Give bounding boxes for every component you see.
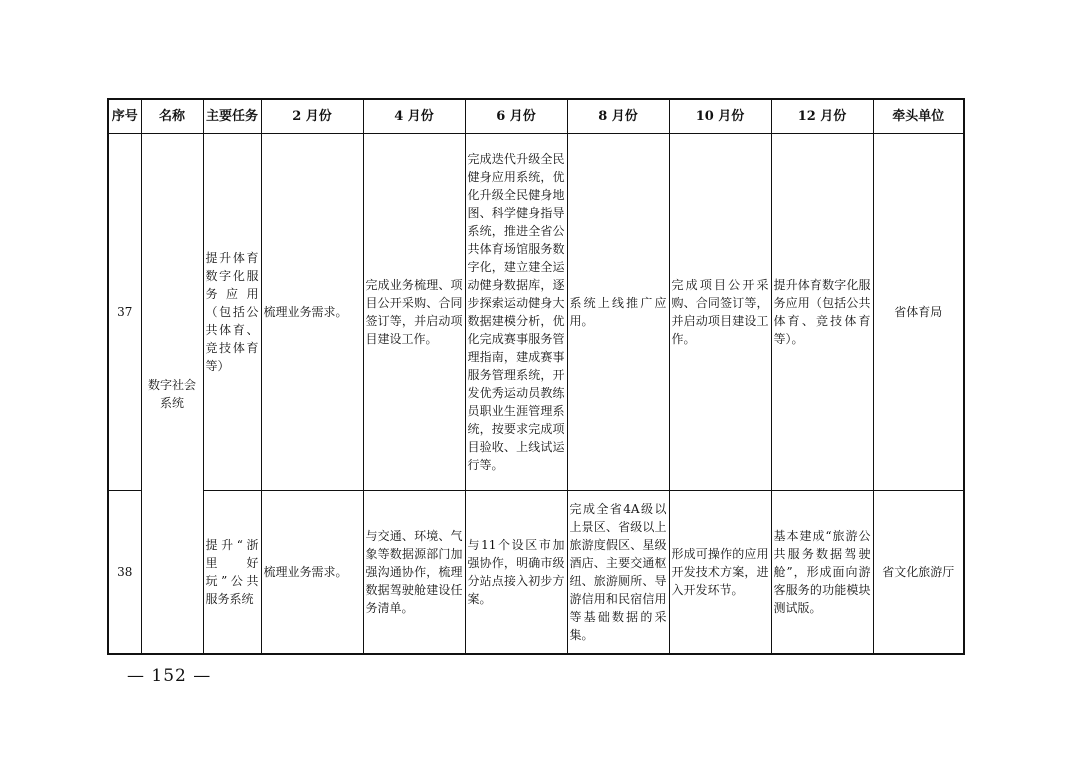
row-jun: 与11个设区市加强协作，明确市级分站点接入初步方案。 — [465, 491, 567, 655]
table-header-row — [108, 99, 964, 134]
row-serial: 37 — [108, 134, 141, 491]
row-lead-unit: 省文化旅游厅 — [873, 491, 964, 655]
header-feb: 2 月份 — [261, 99, 363, 134]
table-row — [108, 491, 964, 655]
row-apr: 完成业务梳理、项目公开采购、合同签订等，并启动项目建设工作。 — [363, 134, 465, 491]
row-aug: 系统上线推广应用。 — [567, 134, 669, 491]
header-aug: 8 月份 — [567, 99, 669, 134]
row-oct: 形成可操作的应用开发技术方案，进入开发环节。 — [669, 491, 771, 655]
header-name: 名称 — [141, 99, 203, 134]
header-dec: 12 月份 — [771, 99, 873, 134]
header-main-task: 主要任务 — [203, 99, 261, 134]
row-dec: 基本建成“旅游公共服务数据驾驶舱”，形成面向游客服务的功能模块测试版。 — [771, 491, 873, 655]
task-schedule-table — [107, 98, 965, 655]
row-task: 提升体育数字化服务应用（包括公共体育、竞技体育等） — [203, 134, 261, 491]
row-task: 提升“浙里好玩”公共服务系统 — [203, 491, 261, 655]
row-oct: 完成项目公开采购、合同签订等，并启动项目建设工作。 — [669, 134, 771, 491]
row-feb: 梳理业务需求。 — [261, 491, 363, 655]
header-jun: 6 月份 — [465, 99, 567, 134]
row-feb: 梳理业务需求。 — [261, 134, 363, 491]
page-number: — 152 — — [127, 666, 212, 686]
header-lead-unit: 牵头单位 — [873, 99, 964, 134]
group-name: 数字社会系统 — [141, 134, 203, 655]
header-apr: 4 月份 — [363, 99, 465, 134]
header-oct: 10 月份 — [669, 99, 771, 134]
table-row — [108, 134, 964, 491]
row-serial: 38 — [108, 491, 141, 655]
row-aug: 完成全省4A级以上景区、省级以上旅游度假区、星级酒店、主要交通枢纽、旅游厕所、导游信用和民宿信用等基础数据的采集。 — [567, 491, 669, 655]
header-serial: 序号 — [108, 99, 141, 134]
row-dec: 提升体育数字化服务应用（包括公共体育、竞技体育等）。 — [771, 134, 873, 491]
row-apr: 与交通、环境、气象等数据源部门加强沟通协作，梳理数据驾驶舱建设任务清单。 — [363, 491, 465, 655]
row-jun: 完成迭代升级全民健身应用系统，优化升级全民健身地图、科学健身指导系统，推进全省公共体育场馆服务数字化，建立建全运动健身数据库，逐步探索运动健身大数据建模分析，优化完成赛事服务管理指南，建成赛事服务管理系统，开发优秀运动员教练员职业生涯管理系统，按要求完成项目验收、上线试运行等。 — [465, 134, 567, 491]
row-lead-unit: 省体育局 — [873, 134, 964, 491]
